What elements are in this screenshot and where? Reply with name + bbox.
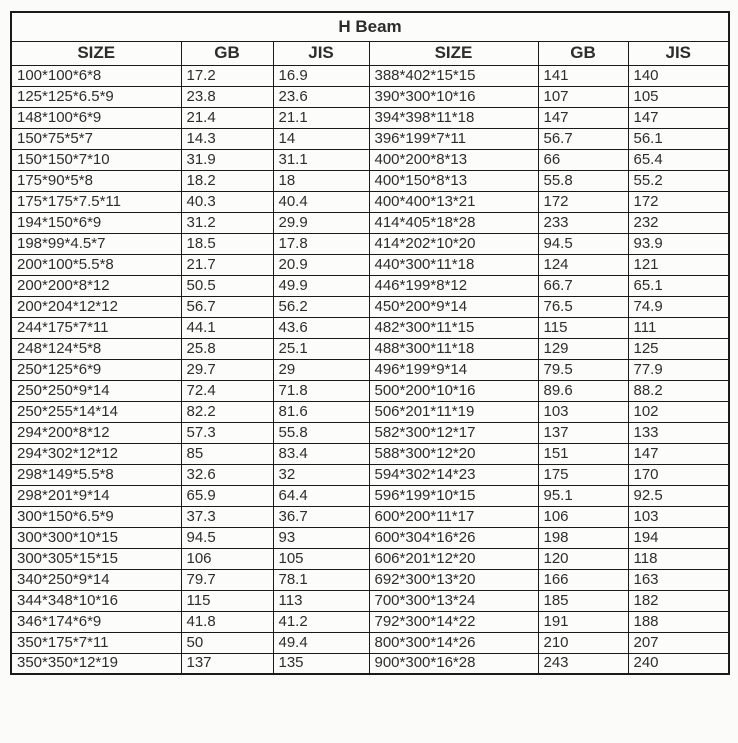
gb-cell: 120 — [538, 548, 628, 569]
jis-cell: 105 — [628, 86, 729, 107]
size-cell: 606*201*12*20 — [369, 548, 538, 569]
jis-cell: 118 — [628, 548, 729, 569]
size-cell: 300*305*15*15 — [11, 548, 181, 569]
jis-cell: 240 — [628, 653, 729, 674]
gb-cell: 124 — [538, 254, 628, 275]
jis-cell: 232 — [628, 212, 729, 233]
jis-cell: 14 — [273, 128, 369, 149]
gb-cell: 107 — [538, 86, 628, 107]
size-cell: 588*300*12*20 — [369, 443, 538, 464]
table-row — [11, 380, 729, 401]
jis-cell: 135 — [273, 653, 369, 674]
jis-cell: 140 — [628, 65, 729, 86]
size-cell: 900*300*16*28 — [369, 653, 538, 674]
table-row — [11, 149, 729, 170]
size-cell: 506*201*11*19 — [369, 401, 538, 422]
gb-cell: 94.5 — [538, 233, 628, 254]
gb-cell: 103 — [538, 401, 628, 422]
table-row — [11, 422, 729, 443]
table-row — [11, 485, 729, 506]
size-cell: 792*300*14*22 — [369, 611, 538, 632]
spec-table-body — [11, 65, 729, 674]
gb-cell: 56.7 — [538, 128, 628, 149]
jis-cell: 41.2 — [273, 611, 369, 632]
table-row — [11, 65, 729, 86]
jis-cell: 74.9 — [628, 296, 729, 317]
size-cell: 582*300*12*17 — [369, 422, 538, 443]
gb-cell: 31.9 — [181, 149, 273, 170]
size-cell: 340*250*9*14 — [11, 569, 181, 590]
table-row — [11, 86, 729, 107]
size-cell: 194*150*6*9 — [11, 212, 181, 233]
jis-cell: 49.9 — [273, 275, 369, 296]
jis-cell: 65.1 — [628, 275, 729, 296]
table-row — [11, 569, 729, 590]
size-cell: 248*124*5*8 — [11, 338, 181, 359]
jis-cell: 194 — [628, 527, 729, 548]
gb-cell: 18.2 — [181, 170, 273, 191]
column-header-jis-right: JIS — [628, 41, 729, 65]
gb-cell: 85 — [181, 443, 273, 464]
size-cell: 496*199*9*14 — [369, 359, 538, 380]
table-row — [11, 443, 729, 464]
gb-cell: 141 — [538, 65, 628, 86]
jis-cell: 113 — [273, 590, 369, 611]
title-row — [11, 12, 729, 41]
jis-cell: 105 — [273, 548, 369, 569]
table-row — [11, 275, 729, 296]
jis-cell: 36.7 — [273, 506, 369, 527]
gb-cell: 147 — [538, 107, 628, 128]
size-cell: 400*200*8*13 — [369, 149, 538, 170]
gb-cell: 82.2 — [181, 401, 273, 422]
table-row — [11, 233, 729, 254]
jis-cell: 56.1 — [628, 128, 729, 149]
size-cell: 446*199*8*12 — [369, 275, 538, 296]
gb-cell: 57.3 — [181, 422, 273, 443]
gb-cell: 95.1 — [538, 485, 628, 506]
size-cell: 244*175*7*11 — [11, 317, 181, 338]
jis-cell: 88.2 — [628, 380, 729, 401]
table-row — [11, 359, 729, 380]
jis-cell: 21.1 — [273, 107, 369, 128]
gb-cell: 175 — [538, 464, 628, 485]
size-cell: 488*300*11*18 — [369, 338, 538, 359]
jis-cell: 71.8 — [273, 380, 369, 401]
jis-cell: 81.6 — [273, 401, 369, 422]
size-cell: 414*202*10*20 — [369, 233, 538, 254]
gb-cell: 50 — [181, 632, 273, 653]
jis-cell: 125 — [628, 338, 729, 359]
gb-cell: 25.8 — [181, 338, 273, 359]
gb-cell: 137 — [181, 653, 273, 674]
gb-cell: 79.5 — [538, 359, 628, 380]
jis-cell: 77.9 — [628, 359, 729, 380]
size-cell: 394*398*11*18 — [369, 107, 538, 128]
jis-cell: 103 — [628, 506, 729, 527]
table-row — [11, 107, 729, 128]
size-cell: 500*200*10*16 — [369, 380, 538, 401]
table-title: H Beam — [11, 12, 729, 41]
jis-cell: 147 — [628, 443, 729, 464]
jis-cell: 92.5 — [628, 485, 729, 506]
gb-cell: 21.4 — [181, 107, 273, 128]
gb-cell: 40.3 — [181, 191, 273, 212]
column-header-size-right: SIZE — [369, 41, 538, 65]
table-row — [11, 338, 729, 359]
size-cell: 350*175*7*11 — [11, 632, 181, 653]
size-cell: 440*300*11*18 — [369, 254, 538, 275]
jis-cell: 43.6 — [273, 317, 369, 338]
gb-cell: 14.3 — [181, 128, 273, 149]
jis-cell: 102 — [628, 401, 729, 422]
gb-cell: 172 — [538, 191, 628, 212]
table-row — [11, 296, 729, 317]
jis-cell: 188 — [628, 611, 729, 632]
gb-cell: 44.1 — [181, 317, 273, 338]
jis-cell: 121 — [628, 254, 729, 275]
size-cell: 344*348*10*16 — [11, 590, 181, 611]
gb-cell: 18.5 — [181, 233, 273, 254]
size-cell: 600*304*16*26 — [369, 527, 538, 548]
h-beam-spec-table-container — [10, 11, 728, 675]
gb-cell: 243 — [538, 653, 628, 674]
jis-cell: 40.4 — [273, 191, 369, 212]
size-cell: 400*150*8*13 — [369, 170, 538, 191]
gb-cell: 21.7 — [181, 254, 273, 275]
size-cell: 148*100*6*9 — [11, 107, 181, 128]
gb-cell: 17.2 — [181, 65, 273, 86]
gb-cell: 166 — [538, 569, 628, 590]
gb-cell: 94.5 — [181, 527, 273, 548]
jis-cell: 18 — [273, 170, 369, 191]
gb-cell: 72.4 — [181, 380, 273, 401]
size-cell: 400*400*13*21 — [369, 191, 538, 212]
jis-cell: 65.4 — [628, 149, 729, 170]
size-cell: 482*300*11*15 — [369, 317, 538, 338]
size-cell: 594*302*14*23 — [369, 464, 538, 485]
gb-cell: 115 — [181, 590, 273, 611]
size-cell: 700*300*13*24 — [369, 590, 538, 611]
size-cell: 346*174*6*9 — [11, 611, 181, 632]
gb-cell: 76.5 — [538, 296, 628, 317]
size-cell: 200*204*12*12 — [11, 296, 181, 317]
size-cell: 396*199*7*11 — [369, 128, 538, 149]
table-row — [11, 548, 729, 569]
gb-cell: 79.7 — [181, 569, 273, 590]
size-cell: 175*90*5*8 — [11, 170, 181, 191]
table-row — [11, 212, 729, 233]
size-cell: 200*200*8*12 — [11, 275, 181, 296]
size-cell: 300*150*6.5*9 — [11, 506, 181, 527]
gb-cell: 66 — [538, 149, 628, 170]
size-cell: 692*300*13*20 — [369, 569, 538, 590]
gb-cell: 66.7 — [538, 275, 628, 296]
header-row — [11, 41, 729, 65]
size-cell: 294*200*8*12 — [11, 422, 181, 443]
jis-cell: 93 — [273, 527, 369, 548]
size-cell: 350*350*12*19 — [11, 653, 181, 674]
jis-cell: 163 — [628, 569, 729, 590]
size-cell: 600*200*11*17 — [369, 506, 538, 527]
table-row — [11, 611, 729, 632]
gb-cell: 29.7 — [181, 359, 273, 380]
jis-cell: 111 — [628, 317, 729, 338]
jis-cell: 172 — [628, 191, 729, 212]
jis-cell: 17.8 — [273, 233, 369, 254]
gb-cell: 32.6 — [181, 464, 273, 485]
table-row — [11, 590, 729, 611]
size-cell: 298*149*5.5*8 — [11, 464, 181, 485]
jis-cell: 20.9 — [273, 254, 369, 275]
size-cell: 175*175*7.5*11 — [11, 191, 181, 212]
jis-cell: 23.6 — [273, 86, 369, 107]
gb-cell: 115 — [538, 317, 628, 338]
gb-cell: 106 — [538, 506, 628, 527]
table-row — [11, 317, 729, 338]
jis-cell: 133 — [628, 422, 729, 443]
size-cell: 294*302*12*12 — [11, 443, 181, 464]
jis-cell: 182 — [628, 590, 729, 611]
jis-cell: 56.2 — [273, 296, 369, 317]
size-cell: 388*402*15*15 — [369, 65, 538, 86]
gb-cell: 151 — [538, 443, 628, 464]
jis-cell: 32 — [273, 464, 369, 485]
size-cell: 450*200*9*14 — [369, 296, 538, 317]
table-row — [11, 191, 729, 212]
gb-cell: 137 — [538, 422, 628, 443]
table-row — [11, 401, 729, 422]
jis-cell: 55.8 — [273, 422, 369, 443]
jis-cell: 49.4 — [273, 632, 369, 653]
gb-cell: 129 — [538, 338, 628, 359]
jis-cell: 170 — [628, 464, 729, 485]
size-cell: 250*250*9*14 — [11, 380, 181, 401]
column-header-gb-left: GB — [181, 41, 273, 65]
gb-cell: 106 — [181, 548, 273, 569]
jis-cell: 64.4 — [273, 485, 369, 506]
size-cell: 390*300*10*16 — [369, 86, 538, 107]
table-row — [11, 254, 729, 275]
size-cell: 198*99*4.5*7 — [11, 233, 181, 254]
size-cell: 298*201*9*14 — [11, 485, 181, 506]
jis-cell: 83.4 — [273, 443, 369, 464]
size-cell: 250*255*14*14 — [11, 401, 181, 422]
gb-cell: 185 — [538, 590, 628, 611]
gb-cell: 50.5 — [181, 275, 273, 296]
table-row — [11, 464, 729, 485]
jis-cell: 55.2 — [628, 170, 729, 191]
gb-cell: 210 — [538, 632, 628, 653]
h-beam-spec-table — [10, 11, 730, 675]
column-header-gb-right: GB — [538, 41, 628, 65]
column-header-size-left: SIZE — [11, 41, 181, 65]
size-cell: 125*125*6.5*9 — [11, 86, 181, 107]
jis-cell: 29.9 — [273, 212, 369, 233]
table-row — [11, 632, 729, 653]
gb-cell: 31.2 — [181, 212, 273, 233]
column-header-jis-left: JIS — [273, 41, 369, 65]
size-cell: 250*125*6*9 — [11, 359, 181, 380]
gb-cell: 65.9 — [181, 485, 273, 506]
gb-cell: 55.8 — [538, 170, 628, 191]
size-cell: 200*100*5.5*8 — [11, 254, 181, 275]
gb-cell: 23.8 — [181, 86, 273, 107]
table-row — [11, 527, 729, 548]
gb-cell: 191 — [538, 611, 628, 632]
gb-cell: 198 — [538, 527, 628, 548]
gb-cell: 37.3 — [181, 506, 273, 527]
table-row — [11, 170, 729, 191]
jis-cell: 78.1 — [273, 569, 369, 590]
size-cell: 596*199*10*15 — [369, 485, 538, 506]
size-cell: 414*405*18*28 — [369, 212, 538, 233]
gb-cell: 41.8 — [181, 611, 273, 632]
jis-cell: 25.1 — [273, 338, 369, 359]
size-cell: 800*300*14*26 — [369, 632, 538, 653]
size-cell: 100*100*6*8 — [11, 65, 181, 86]
jis-cell: 207 — [628, 632, 729, 653]
table-row — [11, 128, 729, 149]
jis-cell: 93.9 — [628, 233, 729, 254]
size-cell: 150*150*7*10 — [11, 149, 181, 170]
jis-cell: 147 — [628, 107, 729, 128]
table-row — [11, 653, 729, 674]
gb-cell: 56.7 — [181, 296, 273, 317]
table-row — [11, 506, 729, 527]
jis-cell: 16.9 — [273, 65, 369, 86]
gb-cell: 89.6 — [538, 380, 628, 401]
size-cell: 300*300*10*15 — [11, 527, 181, 548]
gb-cell: 233 — [538, 212, 628, 233]
jis-cell: 29 — [273, 359, 369, 380]
size-cell: 150*75*5*7 — [11, 128, 181, 149]
jis-cell: 31.1 — [273, 149, 369, 170]
